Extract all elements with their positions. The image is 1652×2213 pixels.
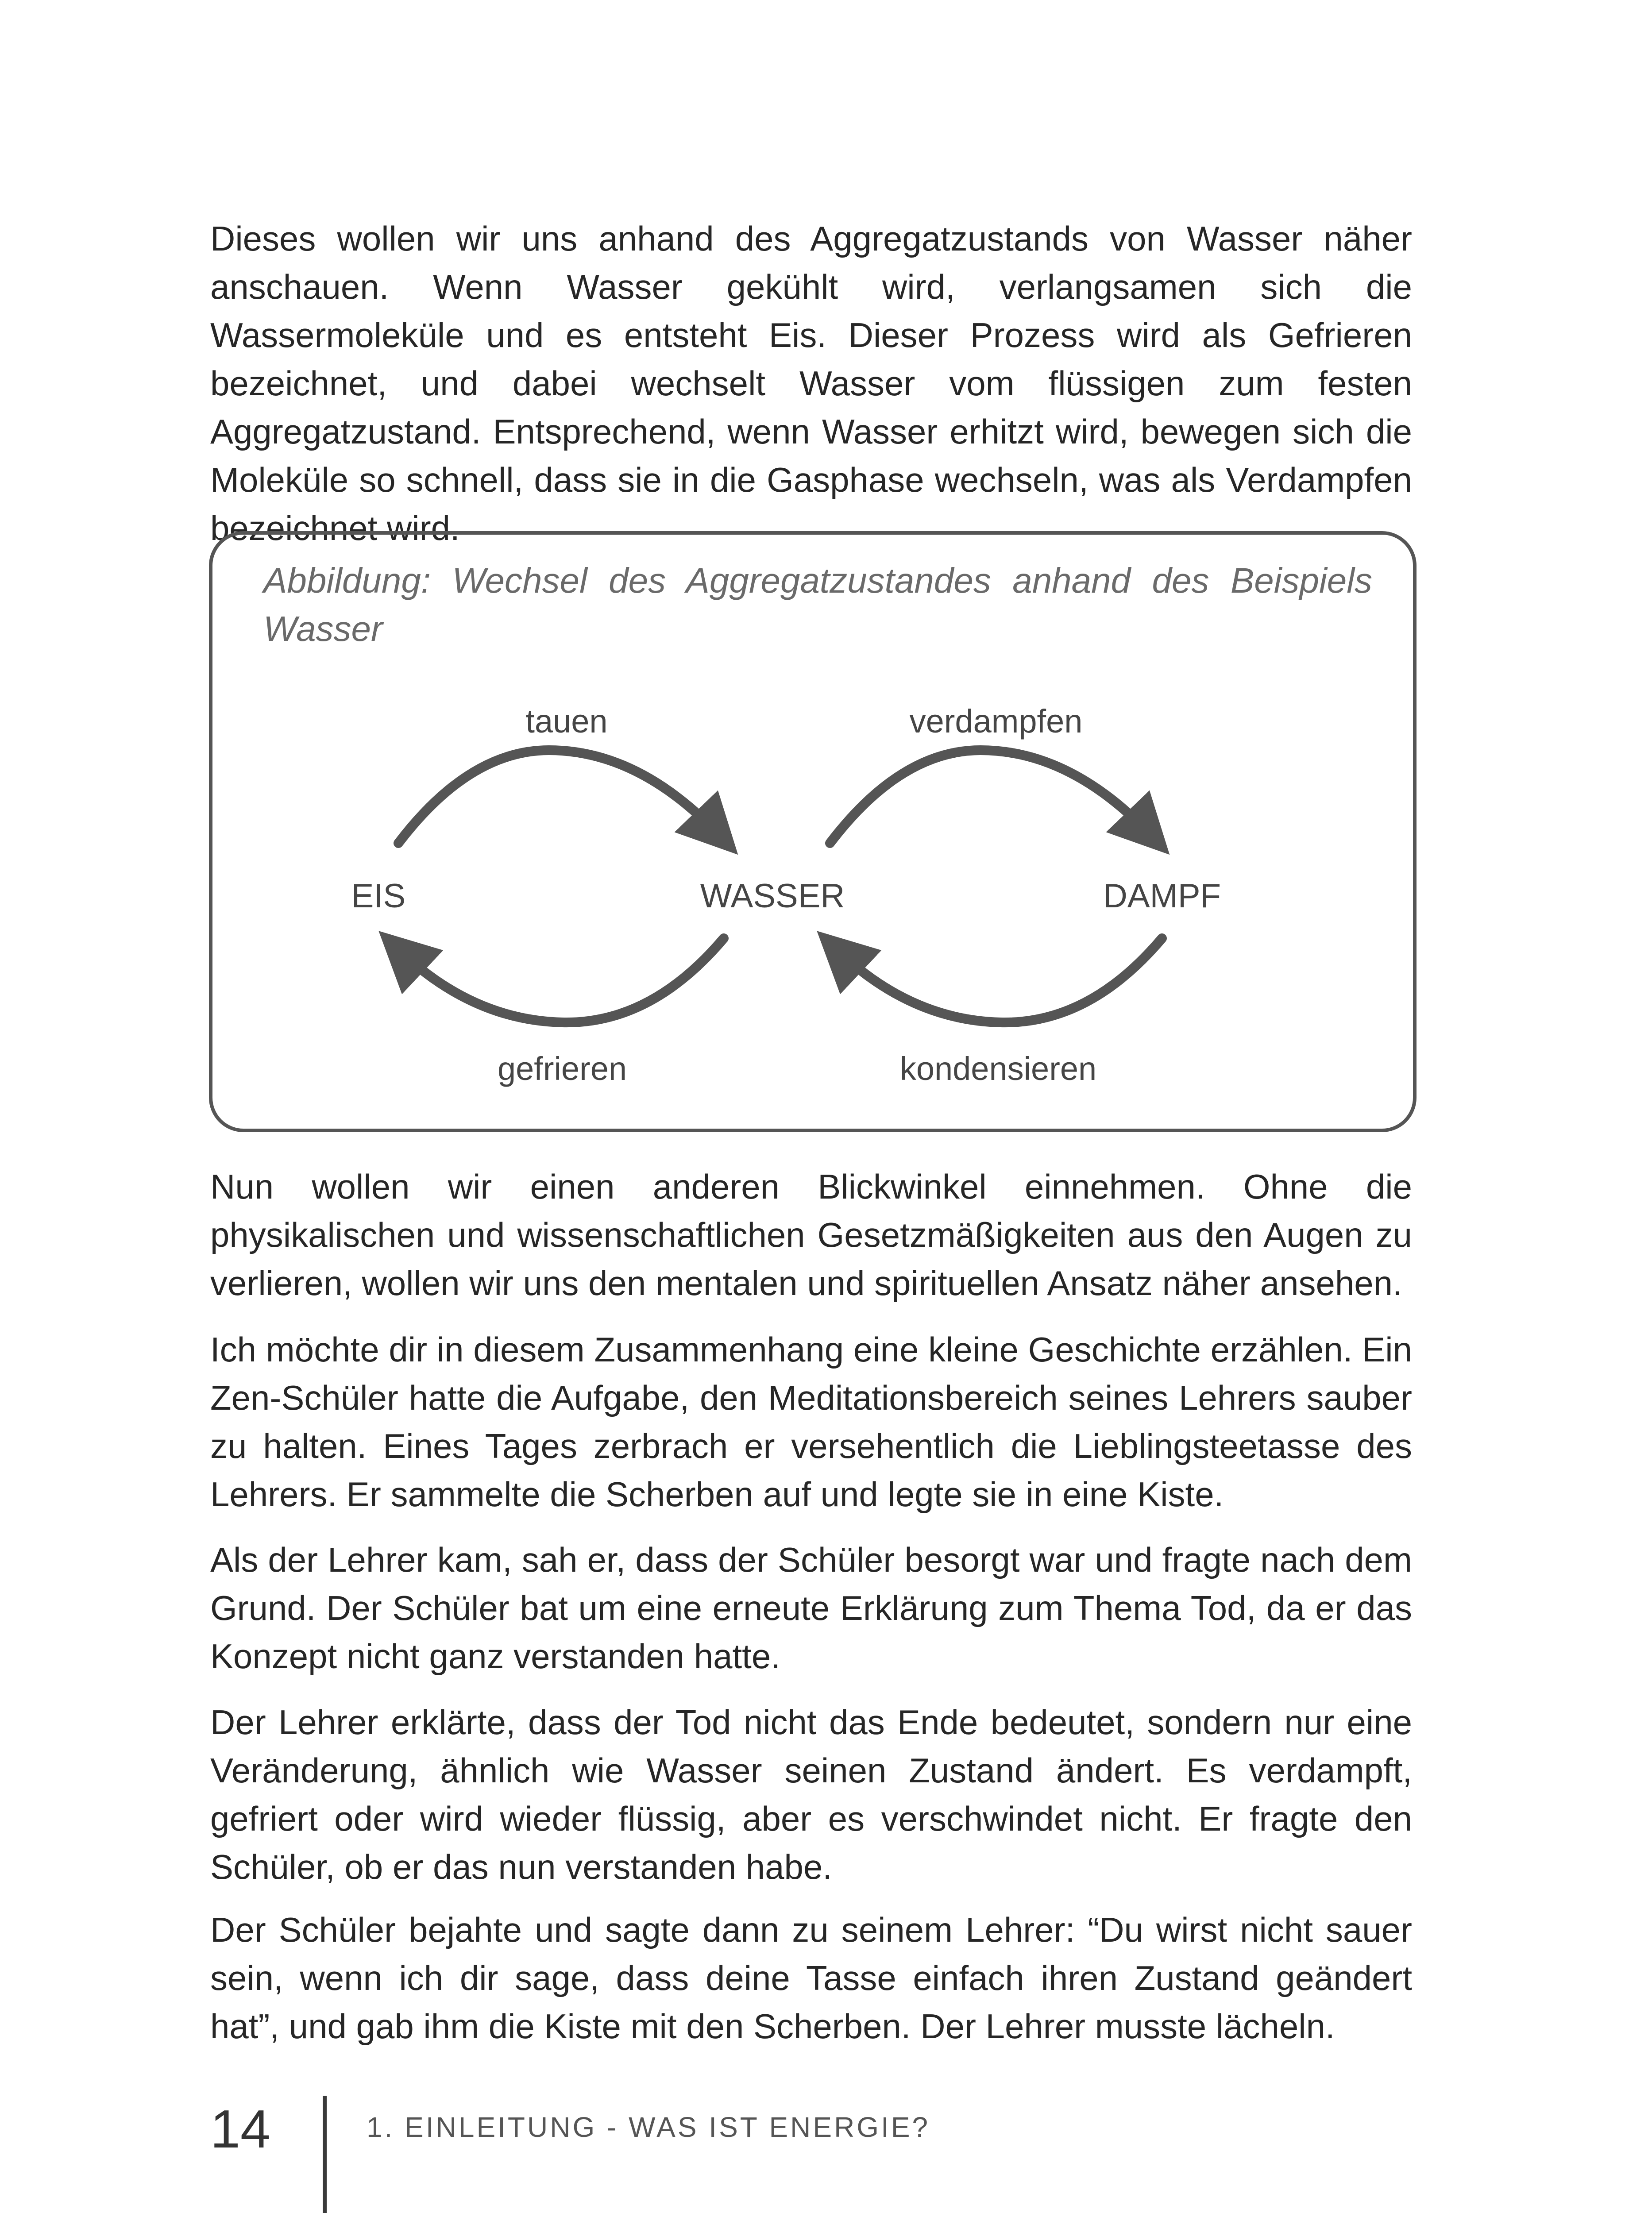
body-paragraph-explanation: Der Lehrer erklärte, dass der Tod nicht das Ende bedeutet, sondern nur eine Veränderung, ähnlich wie Wasser seinen Zustand ändert. Es verdampft, gefriert oder wird wieder flüssig, aber es verschwindet nicht. Er fragte den Schüler, ob er das nun verstanden habe.: [210, 1703, 1412, 1886]
transition-label-condense: kondensieren: [899, 1050, 1097, 1087]
body-paragraph-aggregate-states: Dieses wollen wir uns anhand des Aggregatzustands von Wasser näher anschauen. Wenn Wasser gekühlt wird, verlangsamen sich die Wassermoleküle und es entsteht Eis. Dieser Prozess wird als Gefrieren bezeichnet, und dabei wechselt Wasser vom flüssigen zum festen Aggregatzustand. Entsprechend, wenn Wasser erhitzt wird, bewegen sich die Moleküle so schnell, dass sie in die Gasphase wechseln, was als Verdampfen bezeichnet wird.: [210, 219, 1412, 547]
state-label-gas: DAMPF: [1103, 877, 1221, 915]
state-label-liquid: WASSER: [700, 877, 845, 915]
body-paragraph-perspective: Nun wollen wir einen anderen Blickwinkel einnehmen. Ohne die physikalischen und wissenschaftlichen Gesetzmäßigkeiten aus den Augen zu verlieren, wollen wir uns den mentalen und spirituellen Ansatz näher ansehen.: [210, 1167, 1412, 1303]
body-paragraph-teacher-arrives: Als der Lehrer kam, sah er, dass der Schüler besorgt war und fragte nach dem Grund. Der Schüler bat um eine erneute Erklärung zum Thema Tod, da er das Konzept nicht ganz verstanden hatte.: [210, 1540, 1412, 1676]
figure-caption: Abbildung: Wechsel des Aggregatzustandes anhand des Beispiels Wasser: [263, 561, 1372, 648]
footer-divider: [323, 2096, 327, 2213]
arrow-melt-icon: [398, 750, 717, 843]
body-paragraph-zen-story: Ich möchte dir in diesem Zusammenhang eine kleine Geschichte erzählen. Ein Zen-Schüler hatte die Aufgabe, den Meditationsbereich seines Lehrers sauber zu halten. Eines Tages zerbrach er versehentlich die Lieblingsteetasse des Lehrers. Er sammelte die Scherben auf und legte sie in eine Kiste.: [210, 1330, 1412, 1514]
transition-label-freeze: gefrieren: [497, 1050, 627, 1087]
state-label-solid: EIS: [351, 877, 406, 915]
transition-label-evaporate: verdampfen: [909, 703, 1083, 740]
arrow-condense-icon: [839, 938, 1162, 1022]
body-paragraph-ending: Der Schüler bejahte und sagte dann zu seinem Lehrer: “Du wirst nicht sauer sein, wenn ich dir sage, dass deine Tasse einfach ihren Zustand geändert hat”, und gab ihm die Kiste mit den Scherben. Der Lehrer musste lächeln.: [210, 1910, 1412, 2046]
arrow-evaporate-icon: [830, 750, 1149, 843]
transition-label-melt: tauen: [525, 703, 608, 740]
page-number: 14: [210, 2099, 270, 2159]
arrow-freeze-icon: [401, 938, 724, 1022]
running-chapter-title: 1. EINLEITUNG - WAS IST ENERGIE?: [367, 2111, 930, 2143]
